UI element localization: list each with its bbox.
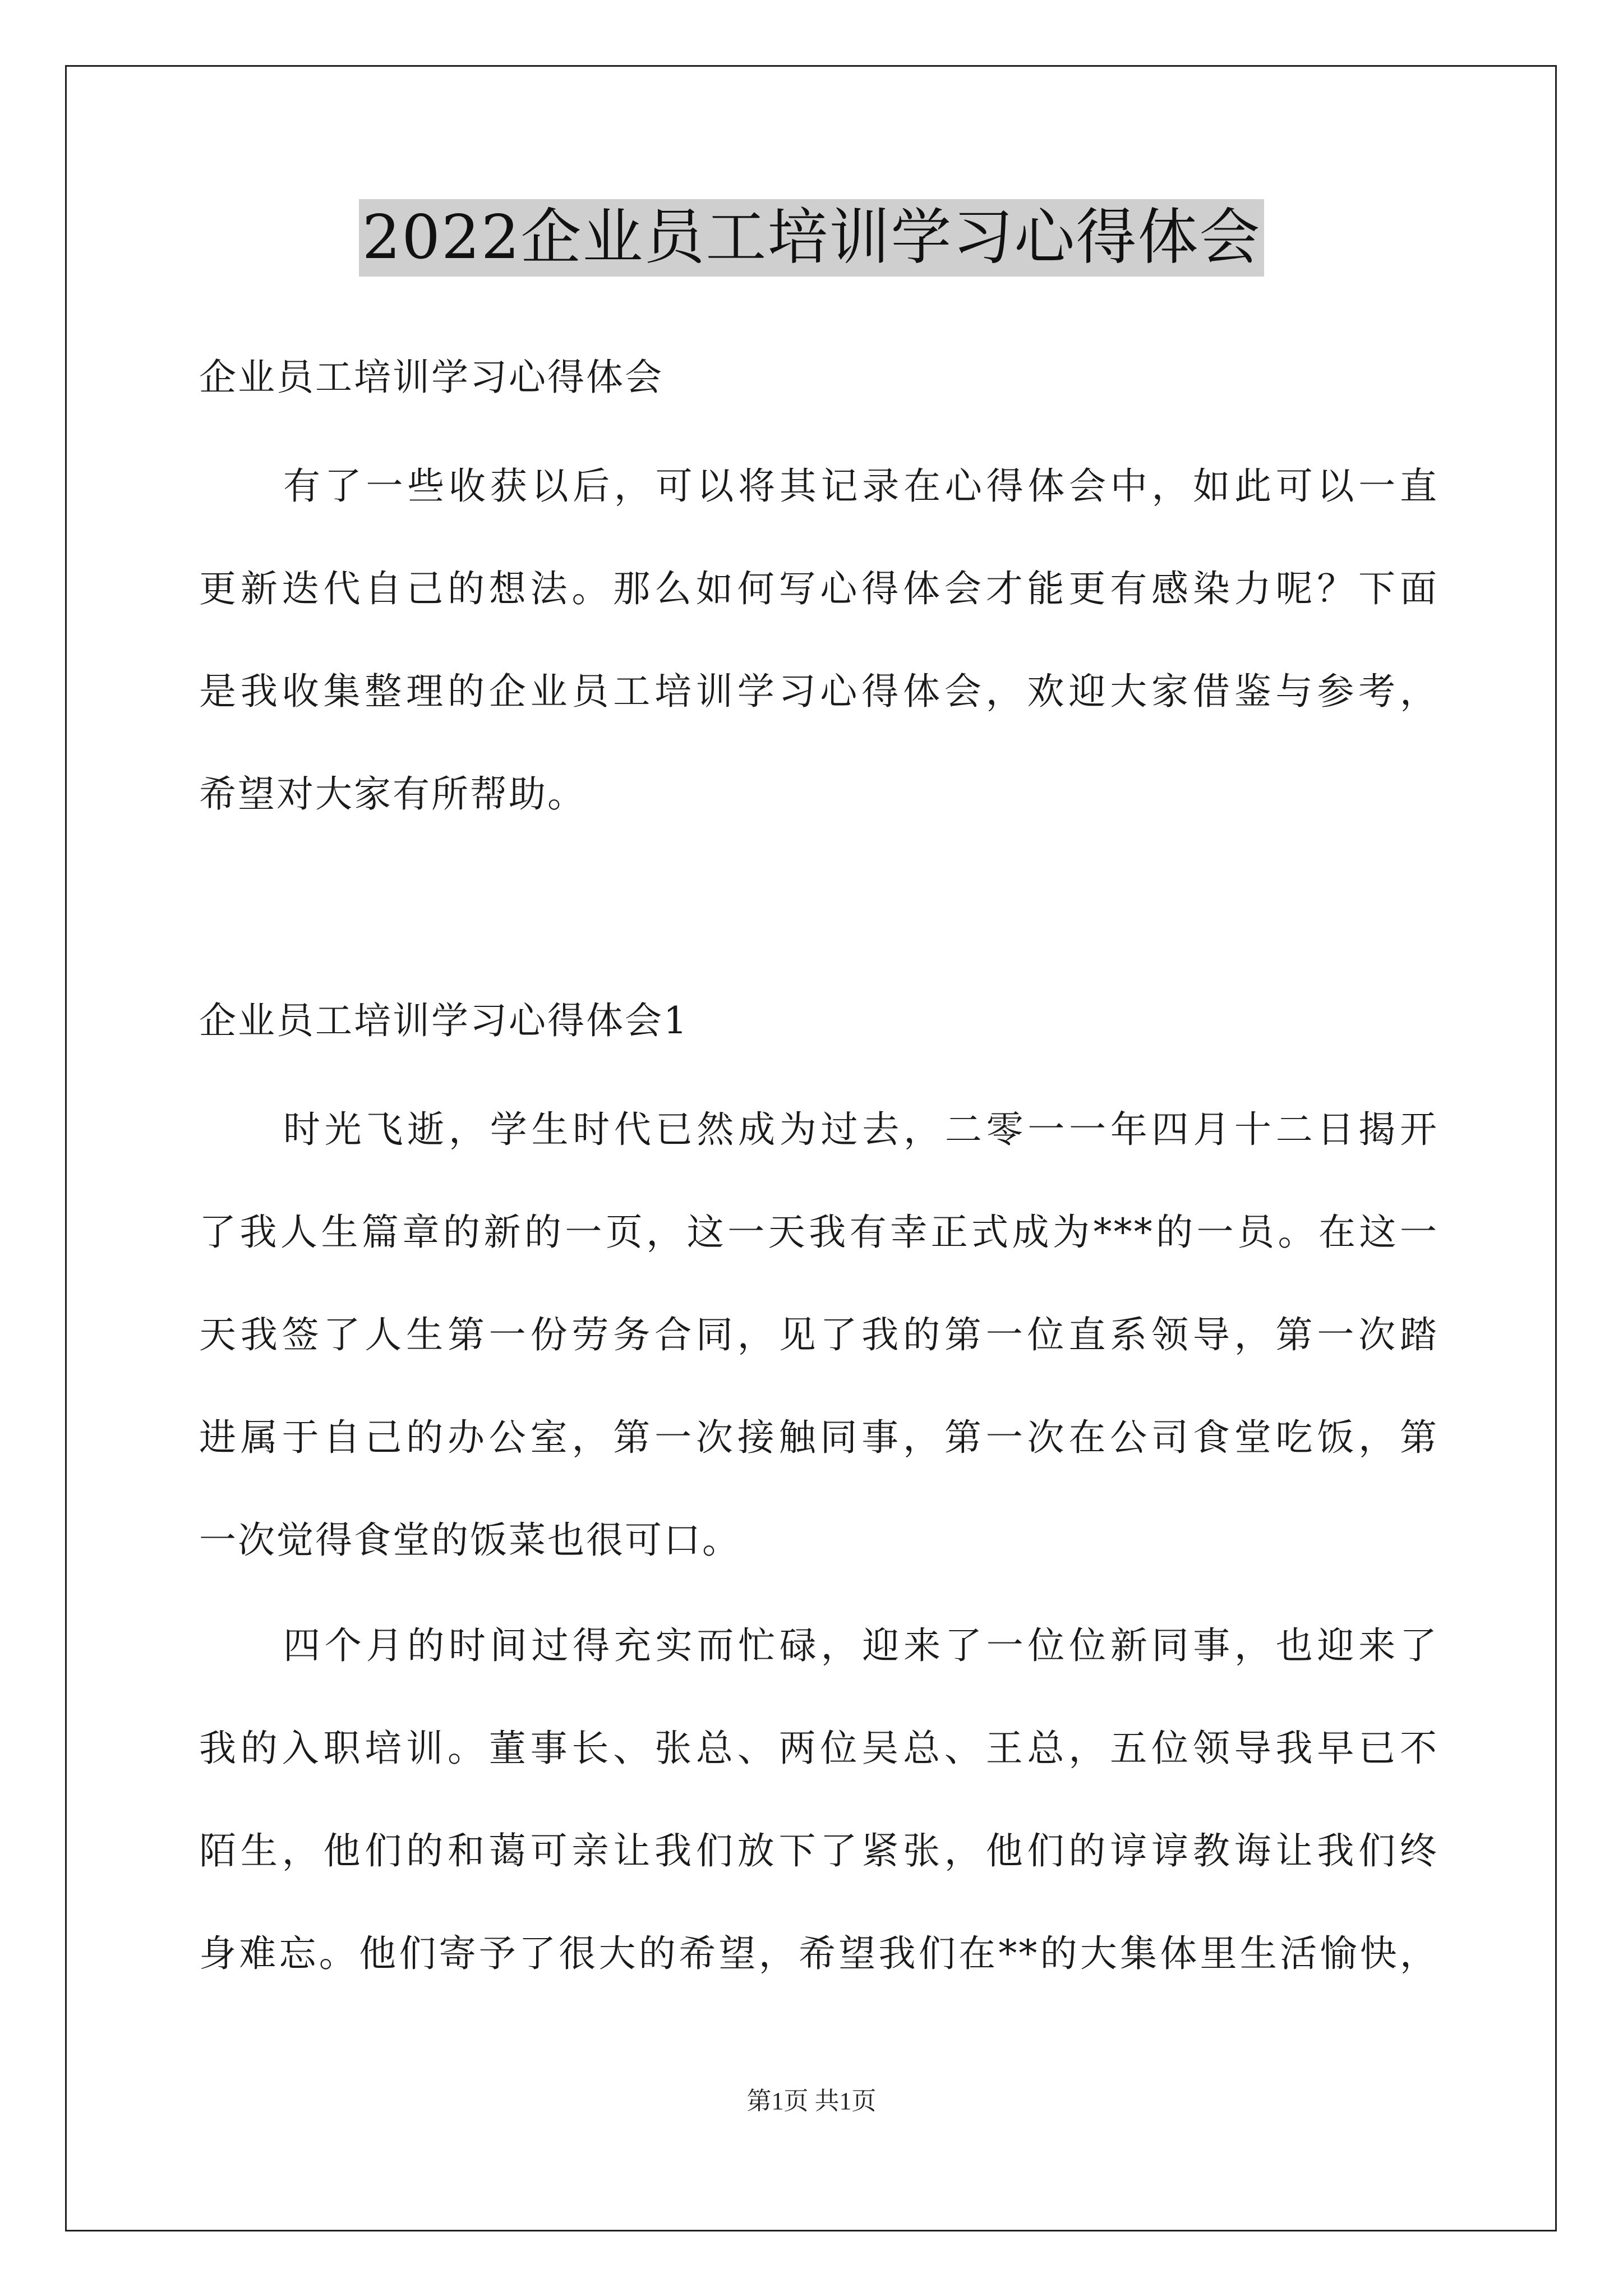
- para1-line-1: 时光飞逝，学生时代已然成为过去，二零一一年四月十二日揭开: [283, 1108, 1438, 1151]
- intro-line-4: 希望对大家有所帮助。: [199, 772, 586, 816]
- para1-line-2: 了我人生篇章的新的一页，这一天我有幸正式成为***的一员。在这一: [199, 1211, 1438, 1254]
- section-heading-1: 企业员工培训学习心得体会1: [199, 999, 689, 1042]
- para1-line-4: 进属于自己的办公室，第一次接触同事，第一次在公司食堂吃饭，第: [199, 1416, 1438, 1459]
- intro-line-2: 更新迭代自己的想法。那么如何写心得体会才能更有感染力呢？下面: [199, 567, 1438, 610]
- page-footer: 第1页 共1页: [746, 2087, 877, 2115]
- para2-line-4: 身难忘。他们寄予了很大的希望，希望我们在**的大集体里生活愉快，: [199, 1932, 1438, 1975]
- para1-line-5: 一次觉得食堂的饭菜也很可口。: [199, 1519, 741, 1562]
- para2-line-2: 我的入职培训。董事长、张总、两位吴总、王总，五位领导我早已不: [199, 1727, 1438, 1770]
- para1-line-3: 天我签了人生第一份劳务合同，见了我的第一位直系领导，第一次踏: [199, 1313, 1438, 1356]
- para2-line-1: 四个月的时间过得充实而忙碌，迎来了一位位新同事，也迎来了: [283, 1624, 1438, 1667]
- document-title: 2022企业员工培训学习心得体会: [359, 199, 1265, 277]
- intro-line-1: 有了一些收获以后，可以将其记录在心得体会中，如此可以一直: [283, 464, 1438, 508]
- document-subtitle: 企业员工培训学习心得体会: [199, 356, 663, 399]
- intro-line-3: 是我收集整理的企业员工培训学习心得体会，欢迎大家借鉴与参考，: [199, 670, 1438, 713]
- para2-line-3: 陌生，他们的和蔼可亲让我们放下了紧张，他们的谆谆教诲让我们终: [199, 1829, 1438, 1872]
- title-container: [0, 199, 1623, 277]
